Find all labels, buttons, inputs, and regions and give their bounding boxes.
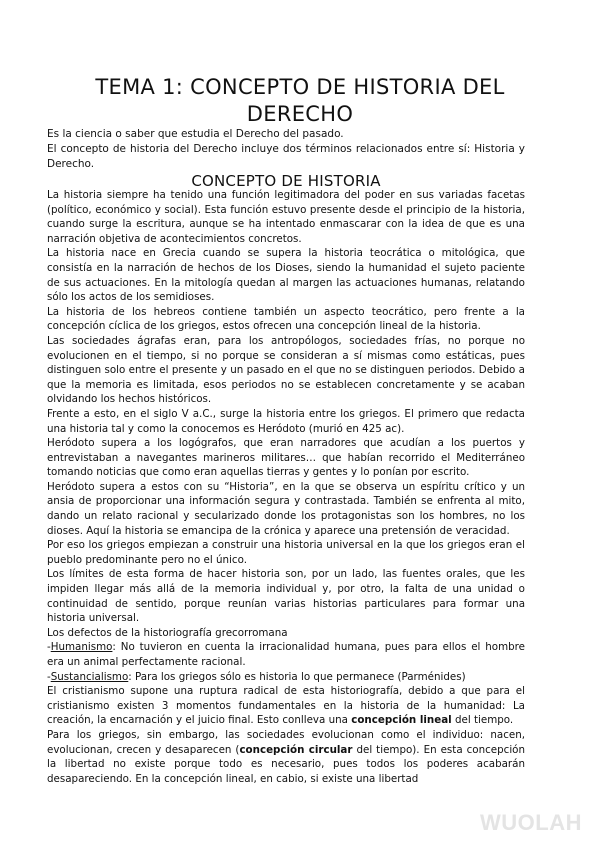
definition-item: -Sustancialismo: Para los griegos sólo es historia lo que permanece (Parménides) xyxy=(47,670,466,683)
section-heading: CONCEPTO DE HISTORIA xyxy=(191,172,381,190)
definition: : No tuvieron en cuenta la irracionalidad humana, pues para ellos el hombre era un animal perfectamente racional. xyxy=(47,641,525,668)
paragraph: Heródoto supera a los logógrafos, que eran narradores que acudían a los puertos y entrevistaban a navegantes marineros militares… que habían recorrido el Mediterráneo tomando noticias que como eran aquellas tierras y gentes y lo ponían por escrito. xyxy=(47,437,525,479)
paragraph: Frente a esto, en el siglo V a.C., surge la historia entre los griegos. El primero que redacta una historia tal y como la conocemos es Heródoto (murió en 425 ac). xyxy=(47,407,525,435)
intro-line: Es la ciencia o saber que estudia el Derecho del pasado. xyxy=(47,128,344,140)
paragraph: Las sociedades ágrafas eran, para los antropólogos, sociedades frías, no porque no evolucionen en el tiempo, si no porque se consideran a sí mismas como estáticas, pues distinguen solo entre el presente y un pasado en el que no se distinguen periodos. Debido a que la memoria es limitada, esos periodos no se establecen concretamente y se acaban olvidando los hechos históricos. xyxy=(47,334,525,406)
watermark-logo: WUOLAH xyxy=(480,810,582,835)
text: del tiempo). En esta concepción la libertad no existe porque todo es necesario, pues todos los poderes acabarán desapareciendo. En la concepción lineal, en cabio, si existe una libertad xyxy=(47,743,526,785)
definition-item: -Humanismo: No tuvieron en cuenta la irracionalidad humana, pues para ellos el hombre era un animal perfectamente racional. xyxy=(47,641,525,668)
document-title: TEMA 1: CONCEPTO DE HISTORIA DEL DERECHO xyxy=(95,75,505,126)
paragraph: Los límites de esta forma de hacer historia son, por un lado, las fuentes orales, que les impiden llegar más allá de la memoria individual y, por otro, la falta de una unidad o continuidad de sentido, porque reunían varias historias particulares para formar una historia universal. xyxy=(47,568,525,625)
paragraph: La historia de los hebreos contiene también un aspecto teocrático, pero frente a la concepción cíclica de los griegos, estos ofrecen una concepción lineal de la historia. xyxy=(47,305,525,333)
text: del tiempo. xyxy=(451,714,514,727)
term: Humanismo xyxy=(50,641,113,654)
paragraph: La historia siempre ha tenido una función legitimadora del poder en sus variadas facetas (político, económico y social). Esta función estuvo presente desde el principio de la historia, cuando surge la escritura, aunque se ha intentado enmascarar con la idea de que es una narración objetiva de acontecimientos concretos. xyxy=(47,189,525,245)
text: El cristianismo supone una ruptura radical de esta historiografía, debido a que para el cristianismo existen 3 momentos fundamentales en la historia de la humanidad: La creación, la encarnación y el juicio final. Esto conlleva una xyxy=(47,685,525,727)
paragraph: Por eso los griegos empiezan a construir una historia universal en la que los griegos eran el pueblo predominante pero no el único. xyxy=(47,539,525,566)
definition: : Para los griegos sólo es historia lo que permanece (Parménides) xyxy=(128,670,466,683)
paragraph: Heródoto supera a estos con su “Historia”, en la que se observa un espíritu crítico y un ansia de proporcionar una información segura y contrastada. También se enfrenta al mito, dando un relato racional y secularizado donde los protagonistas son los hombres, no los dioses. Aquí la historia se emancipa de la crónica y aparece una pretensión de veracidad. xyxy=(47,480,525,537)
paragraph: Los defectos de la historiografía grecorromana xyxy=(47,626,288,639)
intro-text xyxy=(47,127,525,173)
intro-line: El concepto de historia del Derecho incluye dos términos relacionados entre sí: Historia y Derecho. xyxy=(47,143,525,171)
emphasis: concepción lineal xyxy=(351,714,452,727)
emphasis: concepción circular xyxy=(239,743,353,756)
paragraph xyxy=(47,728,525,786)
paragraph: La historia nace en Grecia cuando se supera la historia teocrática o mitológica, que consistía en la narración de hechos de los Dioses, siendo la humanidad el sujeto paciente de sus actuaciones. En la mitología quedan al margen las actuaciones humanas, relatando sólo los actos de los semidioses. xyxy=(47,247,525,304)
text: Para los griegos, sin embargo, las sociedades evolucionan como el individuo: nacen, evolucionan, crecen y desaparecen ( xyxy=(47,728,525,756)
term: Sustancialismo xyxy=(50,670,129,683)
paragraph xyxy=(47,684,525,728)
body-text xyxy=(47,188,525,786)
